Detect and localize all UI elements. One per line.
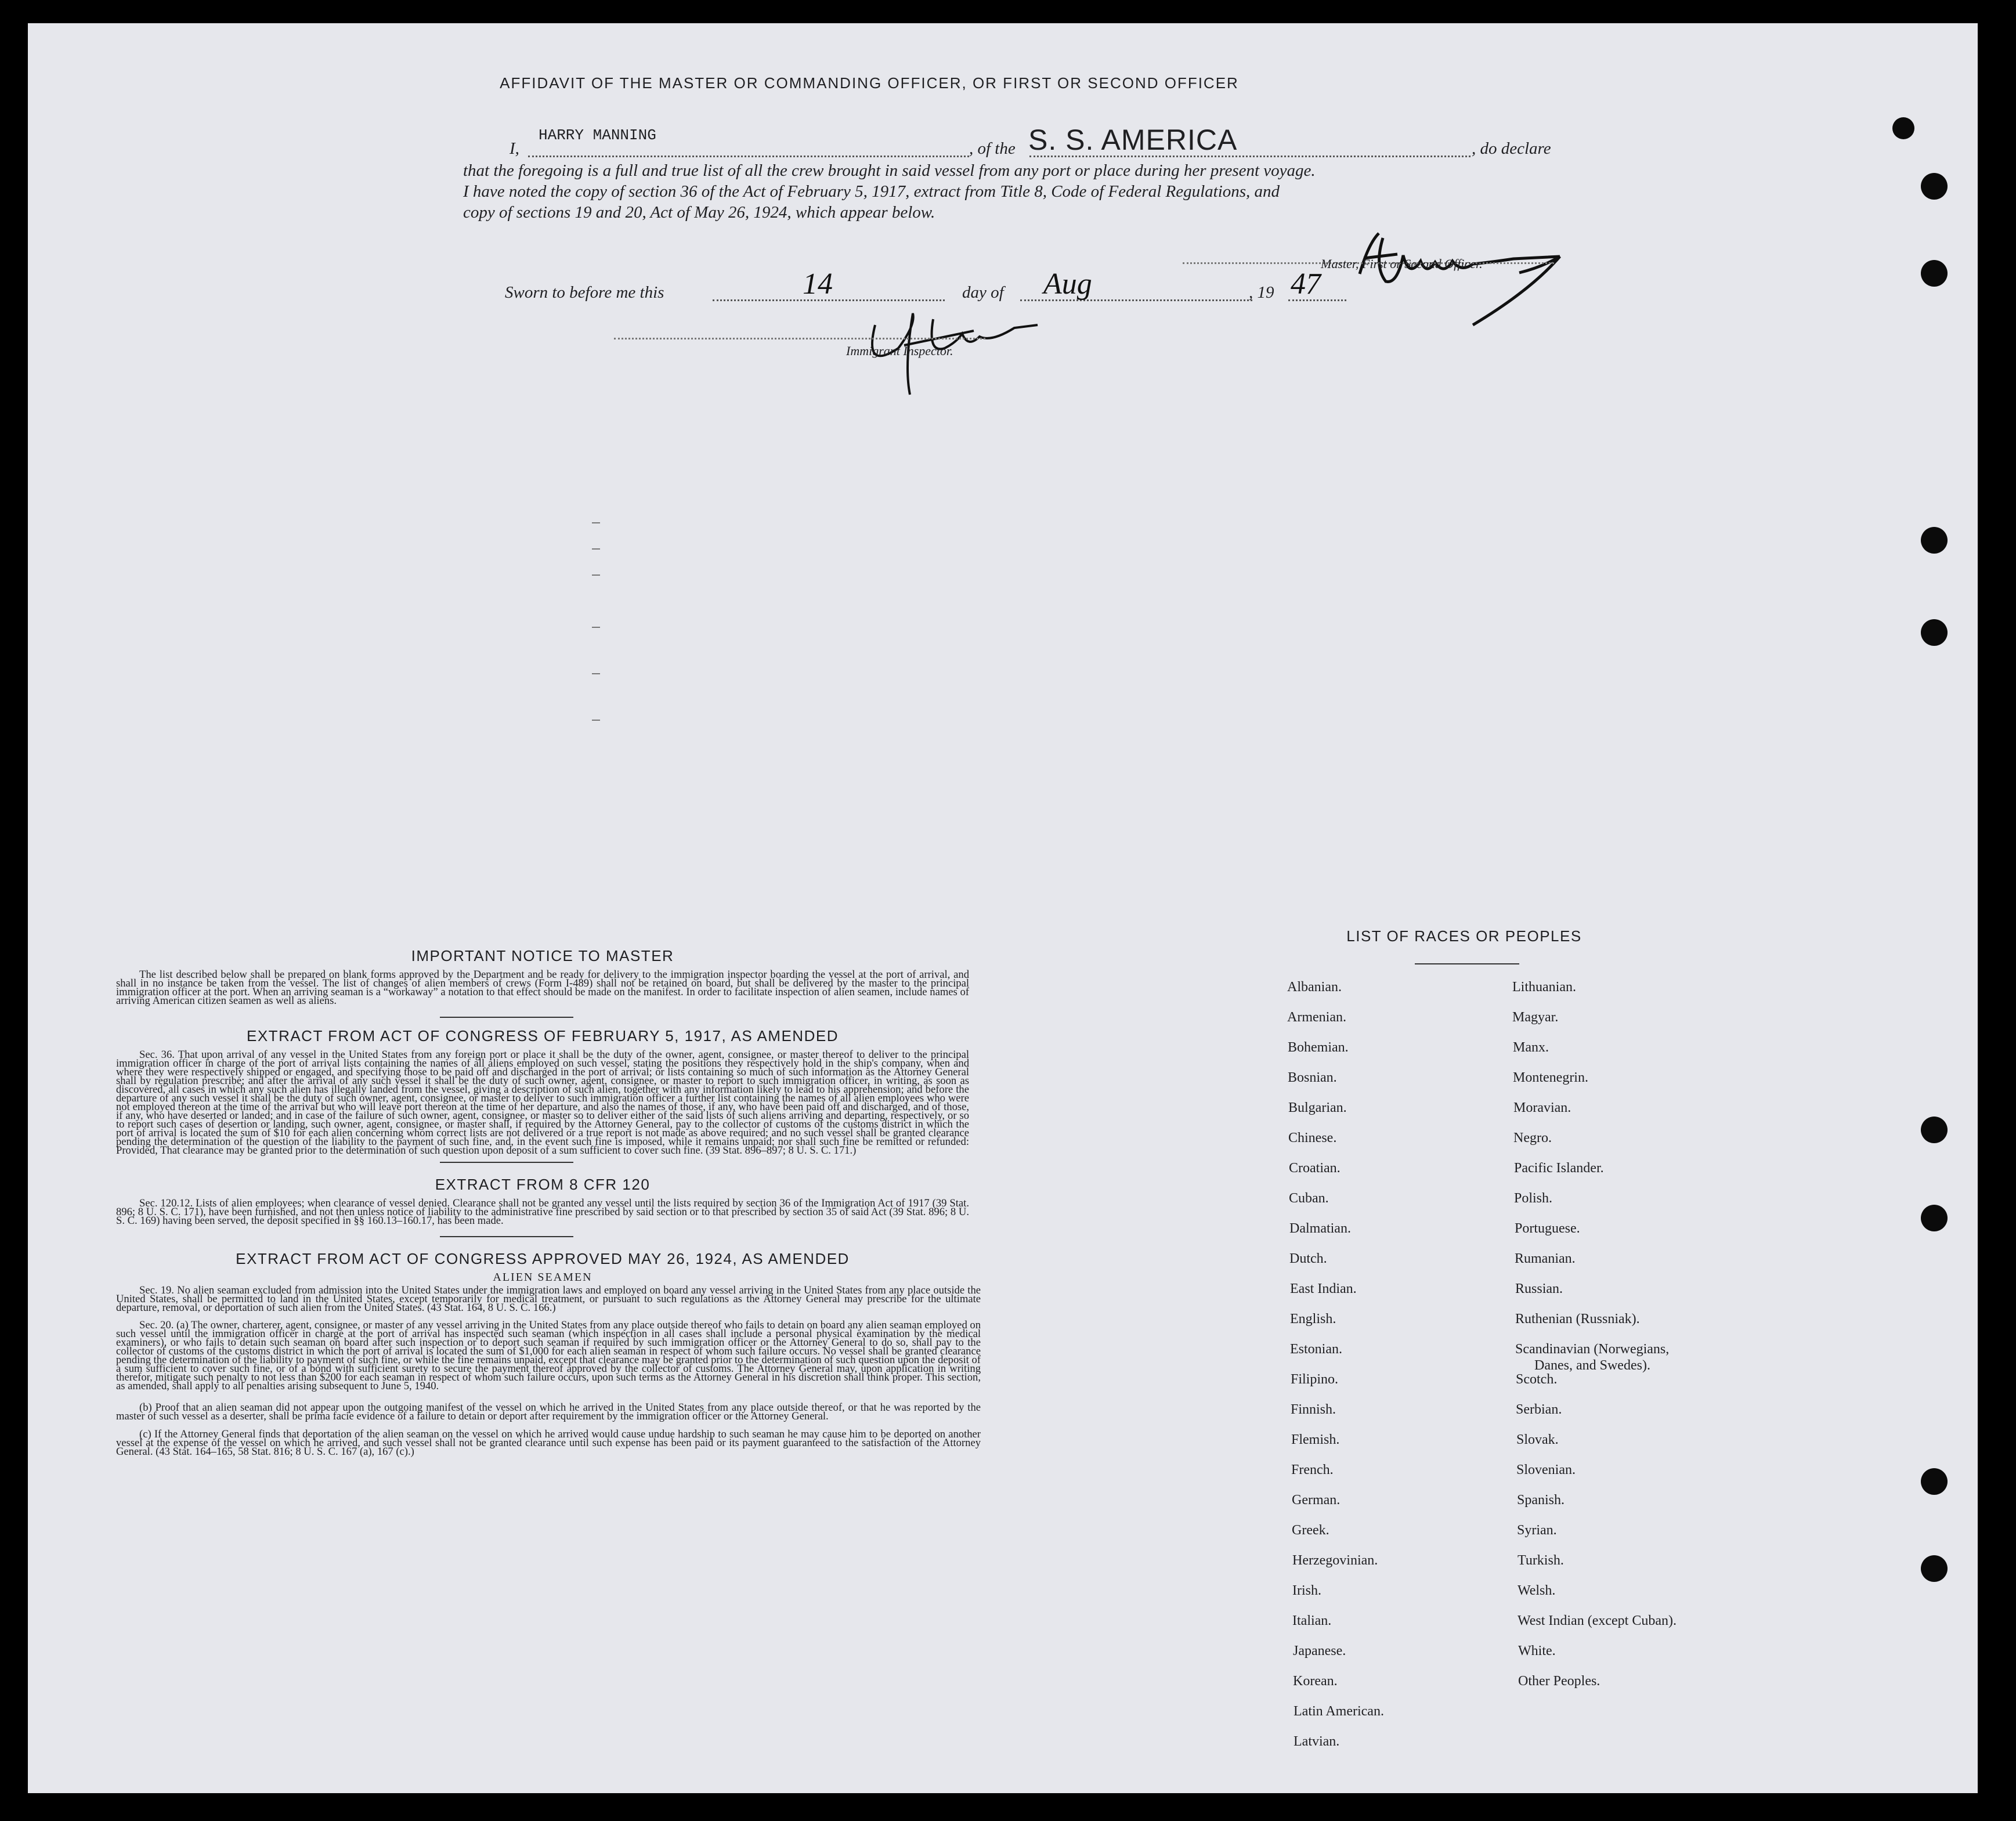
sworn-month: Aug bbox=[1043, 268, 1092, 301]
divider bbox=[440, 1162, 573, 1163]
race-item: Serbian. bbox=[1516, 1402, 1562, 1417]
notice-title: IMPORTANT NOTICE TO MASTER bbox=[411, 947, 674, 964]
affidavit-line-2: that the foregoing is a full and true list of all the crew brought in said vessel from any port or place during her present voyage. bbox=[463, 161, 1316, 180]
race-item: Armenian. bbox=[1287, 1010, 1346, 1025]
race-item: Croatian. bbox=[1289, 1161, 1341, 1176]
race-item: Irish. bbox=[1292, 1583, 1321, 1598]
race-item: Turkish. bbox=[1518, 1553, 1564, 1568]
race-item: Albanian. bbox=[1287, 980, 1342, 995]
race-item: Japanese. bbox=[1293, 1643, 1346, 1659]
race-item: Herzegovinian. bbox=[1292, 1553, 1378, 1568]
punch-hole bbox=[1921, 527, 1948, 554]
race-item: Rumanian. bbox=[1515, 1251, 1576, 1266]
race-item: Pacific Islander. bbox=[1514, 1161, 1604, 1176]
race-item: Greek. bbox=[1292, 1523, 1329, 1538]
tick-mark bbox=[592, 627, 600, 628]
extract-1924-sec20a: Sec. 20. (a) The owner, charterer, agent, consignee, or master of any vessel arriving in the United States from any place outside thereof who fails to detain on board any alien seaman employed on such vessel until the immigration officer in charge at the port of arrival has inspected such seaman (which inspection in all cases shall include a personal physical examination by the medical examiners), or who fails to detain such seaman on board after such inspection or to deport such seaman if required by such immigration officer or the Attorney General to do so, shall pay to the collector of customs of the customs district in which the port of arrival is located the sum of $1,000 for each alien seaman in respect of whom such failure occurs. No vessel shall be granted clearance pending the determination of the liability to payment of such fine, or while the fine remains unpaid, except that clearance may be granted prior to the determination of such question upon the deposit of a sum sufficient to cover such fine, or of a bond with sufficient surety to secure the payment thereof approved by the collector of customs. The Attorney General may, upon application in writing therefor, mitigate such penalty to not less than $200 for each seaman in respect of whom such failure occurs, upon such terms as the Attorney General in his discretion shall think proper. This section, as amended, shall apply to all penalties arising subsequent to June 5, 1940. bbox=[116, 1319, 981, 1392]
master-caption: Master, First or Second Officer. bbox=[1321, 256, 1483, 271]
race-item: Dalmatian. bbox=[1289, 1221, 1351, 1236]
race-item: Bulgarian. bbox=[1288, 1100, 1347, 1115]
race-item: Filipino. bbox=[1291, 1372, 1339, 1387]
do-declare-label: , do declare bbox=[1472, 139, 1551, 158]
extract-cfr-title: EXTRACT FROM 8 CFR 120 bbox=[435, 1176, 651, 1193]
race-item: Estonian. bbox=[1290, 1342, 1342, 1357]
divider bbox=[440, 1236, 573, 1237]
race-item: German. bbox=[1292, 1493, 1341, 1508]
race-item: Ruthenian (Russniak). bbox=[1515, 1311, 1640, 1327]
race-item: Slovenian. bbox=[1516, 1462, 1576, 1477]
race-item: Slovak. bbox=[1516, 1432, 1559, 1447]
tick-mark bbox=[592, 522, 600, 523]
race-item: Magyar. bbox=[1512, 1010, 1559, 1025]
tick-mark bbox=[592, 673, 600, 674]
sworn-day: 14 bbox=[803, 268, 833, 301]
race-item: Bosnian. bbox=[1288, 1070, 1337, 1085]
divider bbox=[440, 1017, 573, 1018]
sworn-year: 47 bbox=[1291, 268, 1321, 301]
race-item: Dutch. bbox=[1289, 1251, 1327, 1266]
punch-hole bbox=[1921, 260, 1948, 287]
race-item: Montenegrin. bbox=[1513, 1070, 1588, 1085]
extract-1924-sec20c: (c) If the Attorney General finds that deportation of the alien seaman on the vessel on which he arrived would cause undue hardship to such seaman he may cause him to be deported on another vessel at the expense of the vessel on which he arrived, and such vessel shall not be granted clearance until such expense has been paid or its payment guaranteed to the satisfaction of the Attorney General. (43 Stat. 164–165, 58 Stat. 816; 8 U. S. C. 167 (a), 167 (c).) bbox=[116, 1428, 981, 1458]
race-item: Italian. bbox=[1292, 1613, 1332, 1628]
officer-name: HARRY MANNING bbox=[539, 127, 656, 144]
punch-hole bbox=[1921, 1555, 1948, 1582]
name-dotted-line bbox=[528, 156, 969, 157]
race-item: Spanish. bbox=[1517, 1493, 1565, 1508]
of-the-label: , of the bbox=[969, 139, 1016, 158]
tick-mark bbox=[592, 548, 600, 550]
race-item: Korean. bbox=[1293, 1674, 1338, 1689]
race-item: East Indian. bbox=[1290, 1281, 1357, 1296]
race-item: Bohemian. bbox=[1288, 1040, 1349, 1055]
affidavit-line-4: copy of sections 19 and 20, Act of May 26, 1924, which appear below. bbox=[463, 203, 935, 222]
race-item: English. bbox=[1290, 1311, 1336, 1327]
tick-mark bbox=[592, 575, 600, 576]
sworn-label: Sworn to before me this bbox=[505, 283, 664, 302]
year-prefix: , 19 bbox=[1249, 283, 1274, 302]
extract-cfr-body: Sec. 120.12. Lists of alien employees; when clearance of vessel denied. Clearance shall not be granted any vessel until the lists required by section 36 of the Immigration Act of 1917 (39 Stat. 896; 8 U. S. C. 171), have been furnished, and not then unless notice of liability to the administrative fine prescribed by said section or to that prescribed by section 35 of said Act (39 Stat. 896; 8 U. S. C. 169) having been served, the deposit specified in §§ 160.13–160.17, has been made. bbox=[116, 1197, 969, 1227]
extract-1924-title: EXTRACT FROM ACT OF CONGRESS APPROVED MAY 26, 1924, AS AMENDED bbox=[236, 1250, 850, 1267]
affidavit-title: AFFIDAVIT OF THE MASTER OR COMMANDING OFFICER, OR FIRST OR SECOND OFFICER bbox=[500, 74, 1239, 92]
race-item: White. bbox=[1518, 1643, 1556, 1659]
inspector-signature-line bbox=[614, 338, 985, 339]
punch-hole bbox=[1921, 619, 1948, 646]
notice-body: The list described below shall be prepared on blank forms approved by the Department and be ready for delivery to the immigration inspector boarding the vessel at the port of arrival, and shall in no instance be taken from the vessel. The list of changes of alien members of crews (Form I-489) shall not be retained on board, but shall be delivered by the master to the principal immigration officer at the port. When an arriving seaman is a “workaway” a notation to that effect should be made on the manifest. In order to facilitate inspection of alien seamen, include names of arriving American citizen seamen as well as aliens. bbox=[116, 969, 969, 1007]
race-item: Russian. bbox=[1515, 1281, 1563, 1296]
race-item: Danes, and Swedes). bbox=[1534, 1358, 1650, 1373]
race-item: Moravian. bbox=[1513, 1100, 1571, 1115]
tick-mark bbox=[592, 720, 600, 721]
race-item: Scotch. bbox=[1516, 1372, 1558, 1387]
race-item: Syrian. bbox=[1517, 1523, 1557, 1538]
race-item: Other Peoples. bbox=[1518, 1674, 1600, 1689]
races-title-rule bbox=[1415, 963, 1519, 964]
race-item: Lithuanian. bbox=[1512, 980, 1576, 995]
extract-1917-title: EXTRACT FROM ACT OF CONGRESS OF FEBRUARY 5, 1917, AS AMENDED bbox=[247, 1027, 839, 1045]
punch-hole bbox=[1921, 173, 1948, 200]
affidavit-line-3: I have noted the copy of section 36 of the Act of February 5, 1917, extract from Title 8, Code of Federal Regulations, and bbox=[463, 182, 1280, 201]
day-of-label: day of bbox=[962, 283, 1004, 302]
punch-hole bbox=[1921, 1205, 1948, 1231]
extract-1917-body: Sec. 36. That upon arrival of any vessel in the United States from any foreign port or place it shall be the duty of the owner, agent, consignee, or master thereof to deliver to the principal immigration officer in charge of the port of arrival lists containing the names of all aliens employed on such vessel, stating the positions they respectively hold in the ship's company, when and where they were respectively shipped or engaged, and specifying those to be paid off and discharged in the port of arrival; or lists containing so much of such information as the Attorney General shall by regulation prescribe; and after the arrival of any such vessel it shall be the duty of such owner, agent, consignee, or master to report to such immigration officer, in writing, as soon as discovered, all cases in which any such alien has illegally landed from the vessel, giving a description of such alien, together with any information likely to lead to his apprehension; and before the departure of any such vessel it shall be the duty of such owner, agent, consignee, or master to deliver to such immigration officer a further list containing the names of all alien employees who were not employed thereon at the time of the arrival but who will leave port thereon at the time of her departure, and also the names of those, if any, who have been paid off and discharged, and of those, if any, who have deserted or landed; and in case of the failure of such owner, agent, consignee, or master so to deliver either of the said lists of such aliens arriving and departing, respectively, or so to report such cases of desertion or landing, such owner, agent, consignee, or master shall, if required by the Attorney General, pay to the collector of customs of the customs district in which the port of arrival is located the sum of $10 for each alien concerning whom correct lists are not delivered or a true report is not made as above required; and no such vessel shall be granted clearance pending the determination of the question of the liability to the payment of such fine, and, in the event such fine is imposed, while it remains unpaid; nor shall such fine be remitted or refunded: Provided, That clearance may be granted prior to the determination of such question upon deposit of a sum sufficient to cover such fine. (39 Stat. 896–897; 8 U. S. C. 171.) bbox=[116, 1049, 969, 1157]
race-item: Scandinavian (Norwegians, bbox=[1515, 1342, 1670, 1357]
race-item: Polish. bbox=[1514, 1191, 1553, 1206]
race-item: Cuban. bbox=[1289, 1191, 1329, 1206]
punch-hole bbox=[1892, 117, 1914, 139]
vessel-name: S. S. AMERICA bbox=[1028, 124, 1238, 156]
race-item: Latvian. bbox=[1294, 1734, 1340, 1749]
affidavit-i-prefix: I, bbox=[510, 139, 519, 158]
race-item: Negro. bbox=[1513, 1130, 1552, 1146]
punch-hole bbox=[1921, 1117, 1948, 1143]
race-item: West Indian (except Cuban). bbox=[1518, 1613, 1677, 1628]
extract-1924-subtitle: ALIEN SEAMEN bbox=[493, 1271, 592, 1284]
race-item: Flemish. bbox=[1291, 1432, 1340, 1447]
extract-1924-sec19: Sec. 19. No alien seaman excluded from admission into the United States under the immigration laws and employed on board any vessel arriving in the United States from any place outside the United States, shall be permitted to land in the United States, except temporarily for medical treatment, or pursuant to such regulations as the Attorney General may prescribe for the ultimate departure, removal, or deportation of such alien from the United States. (43 Stat. 164, 8 U. S. C. 166.) bbox=[116, 1284, 981, 1314]
race-item: Finnish. bbox=[1291, 1402, 1336, 1417]
race-item: Manx. bbox=[1513, 1040, 1549, 1055]
master-signature bbox=[1328, 221, 1618, 331]
race-item: French. bbox=[1291, 1462, 1334, 1477]
races-title: LIST OF RACES OR PEOPLES bbox=[1346, 927, 1582, 945]
punch-hole bbox=[1921, 1468, 1948, 1495]
race-item: Welsh. bbox=[1518, 1583, 1556, 1598]
race-item: Portuguese. bbox=[1515, 1221, 1580, 1236]
race-item: Chinese. bbox=[1288, 1130, 1337, 1146]
document-sheet bbox=[28, 23, 1978, 1793]
race-item: Latin American. bbox=[1294, 1704, 1384, 1719]
extract-1924-sec20b: (b) Proof that an alien seaman did not appear upon the outgoing manifest of the vessel on which he arrived in the United States from any place outside thereof, or that he was reported by the master of such vessel as a deserter, shall be prima facie evidence of a failure to detain or deport after requirement by the immigration officer or the Attorney General. bbox=[116, 1401, 981, 1422]
inspector-caption: Immigrant Inspector. bbox=[846, 344, 953, 358]
